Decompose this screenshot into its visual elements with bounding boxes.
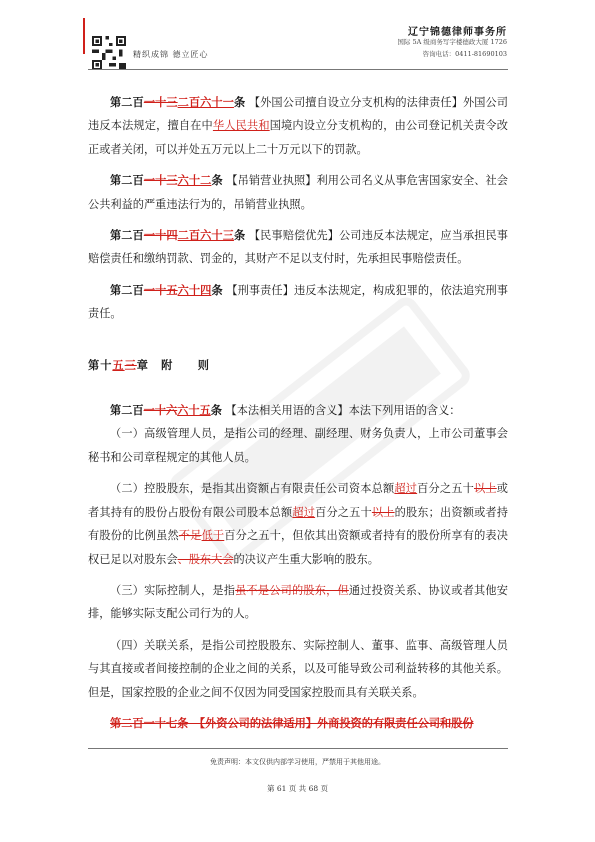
page-number: 第 61 页 共 68 页 [266,784,328,793]
article-264: 第二百一十五六十四条 【刑事责任】违反本法规定，构成犯罪的，依法追究刑事责任。 [88,282,508,321]
article-number: 第二百一十五六十四条 [110,282,223,297]
chapter-heading: 第十五三章 附 则 [88,357,210,372]
article-title: 【外国公司擅自设立分支机构的法律责任】 [248,96,463,109]
footer-divider [88,748,508,749]
article-262: 第二百一十三六十二条 【吊销营业执照】利用公司名义从事危害国家安全、社会公共利益的严重违法行为的，吊销营业执照。 [88,173,508,211]
article-number: 第二百一十六六十五条 [110,403,222,418]
firm-address: 国际 5A 级商务写字楼德政大厦 1726 [397,38,507,46]
article-261: 第二百一十三二百六十一条 【外国公司擅自设立分支机构的法律责任】外国公司违反本法规定，擅自在中华人民共和国境内设立分支机构的，由公司登记机关责令改正或者关闭，可以并处五万元以上二十万元以下的罚款。 [88,95,508,156]
qr-code-icon [92,36,126,70]
article-263: 第二百一十四二百六十三条 【民事赔偿优先】公司违反本法规定，应当承担民事赔偿责任和缴纳罚款、罚金的，其财产不足以支付时，先承担民事赔偿责任。 [88,228,508,266]
header-motto: 精织成锦 德立匠心 [133,50,209,59]
article-title: 【本法相关用语的含义】 [225,404,349,418]
article-265: 第二百一十六六十五条 【本法相关用语的含义】本法下列用语的含义： [110,403,461,418]
article-number: 第二百一十三六十二条 [110,173,223,188]
deleted-article-217: 第二百一十七条 【外资公司的法律适用】外商投资的有限责任公司和股份 [110,715,474,730]
inserted-text: 华人民共和 [212,119,270,133]
definition-item-3: （三）实际控制人，是指虽不是公司的股东，但通过投资关系、协议或者其他安排，能够实际支配公司行为的人。 [88,583,508,621]
definition-item-4: （四）关联关系，是指公司控股股东、实际控制人、董事、监事、高级管理人员与其直接或者间接控制的企业之间的关系，以及可能导致公司利益转移的其他关系。但是，国家控股的企业之间不仅因为同受国家控股而具有关联关系。 [88,638,508,699]
definition-item-2: （二）控股股东，是指其出资额占有限责任公司资本总额超过百分之五十以上或者其持有的股份占股份有限公司股本总额超过百分之五十以上的股东；出资额或者持有股份的比例虽然不足低于百分之五十，但依其出资额或者持有的股份所享有的表决权已足以对股东会、股东大会的决议产生重大影响的股东。 [88,482,508,566]
definition-item-1: （一）高级管理人员，是指公司的经理、副经理、财务负责人，上市公司董事会秘书和公司章程规定的其他人员。 [88,427,508,464]
article-title: 【民事赔偿优先】 [248,229,340,243]
document-body [88,91,508,735]
firm-phone: 咨询电话：0411-81690103 [422,50,507,58]
header-divider [88,69,508,70]
footer-disclaimer: 免责声明：本文仅供内部学习使用，严禁用于其他用途。 [210,758,385,766]
article-title: 【吊销营业执照】 [226,174,317,188]
firm-name: 辽宁锦德律师事务所 [408,27,507,38]
article-number: 第二百一十三二百六十一条 [110,95,246,109]
header-red-bar [83,18,85,54]
article-title: 【刑事责任】 [226,283,294,297]
article-number: 第二百一十四二百六十三条 [110,228,246,243]
